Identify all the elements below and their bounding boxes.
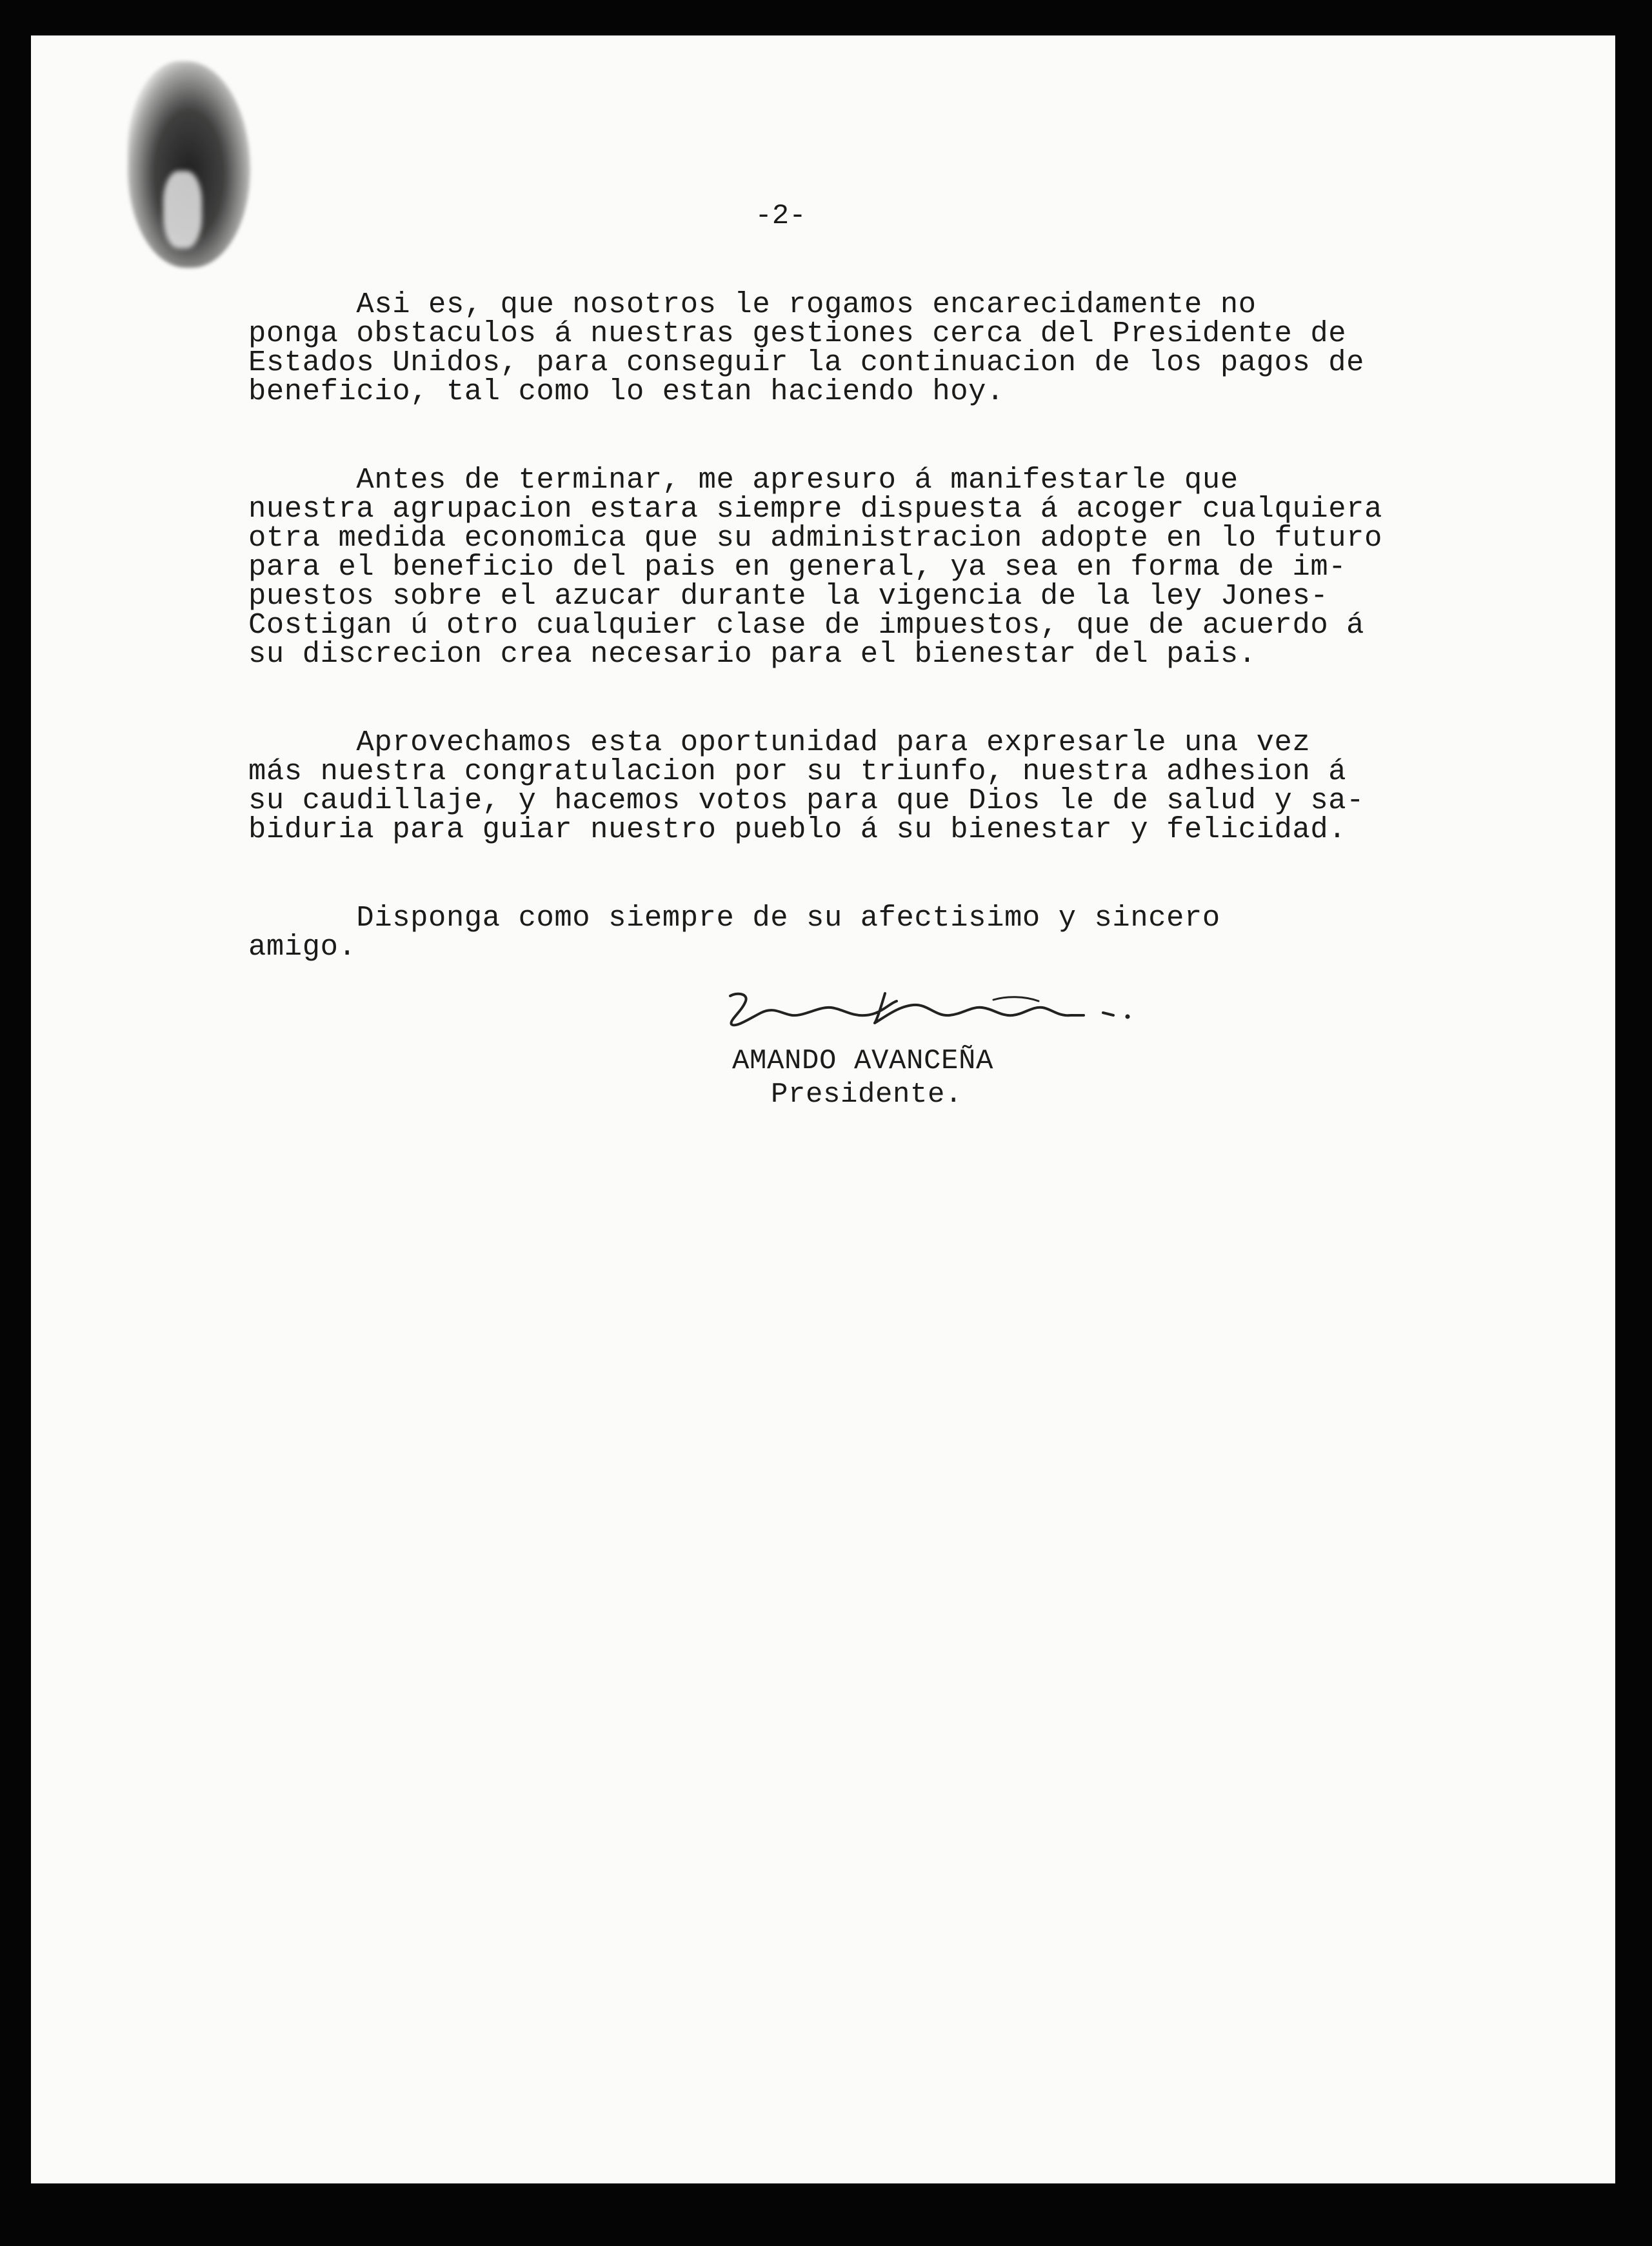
paragraph-3: Aprovechamos esta oportunidad para expresarle una vez más nuestra congratulacion por su triunfo, nuestra adhesion á su caudillaje, y hacemos votos para que Dios le de salud y sa- biduria para guiar nuestro pueblo á su bienestar y felicidad.: [248, 726, 1365, 846]
signatory-name: AMANDO AVANCEÑA: [732, 1045, 994, 1077]
page-number: -2-: [755, 200, 806, 232]
ink-smudge-highlight: [163, 171, 202, 248]
paragraph-closing: Disponga como siempre de su afectisimo y sincero amigo.: [248, 901, 1220, 964]
signatory-title: Presidente.: [771, 1078, 963, 1111]
paragraph-1: Asi es, que nosotros le rogamos encarecidamente no ponga obstaculos á nuestras gestiones cerca del Presidente de Estados Unidos, para conseguir la continuacion de los pagos de beneficio, tal como lo estan haciendo hoy.: [248, 288, 1365, 408]
handwritten-signature: [722, 987, 1142, 1032]
paragraph-2: Antes de terminar, me apresuro á manifestarle que nuestra agrupacion estara siempre dispuesta á acoger cualquiera otra medida economica que su administracion adopte en lo futuro para el beneficio del pais en general, ya sea en forma de im- puestos sobre el azucar durante la vigencia de la ley Jones- Costigan ú otro cualquier clase de impuestos, que de acuerdo á su discrecion crea necesario para el bienestar del pais.: [248, 463, 1382, 671]
letter-body: [248, 290, 1506, 962]
